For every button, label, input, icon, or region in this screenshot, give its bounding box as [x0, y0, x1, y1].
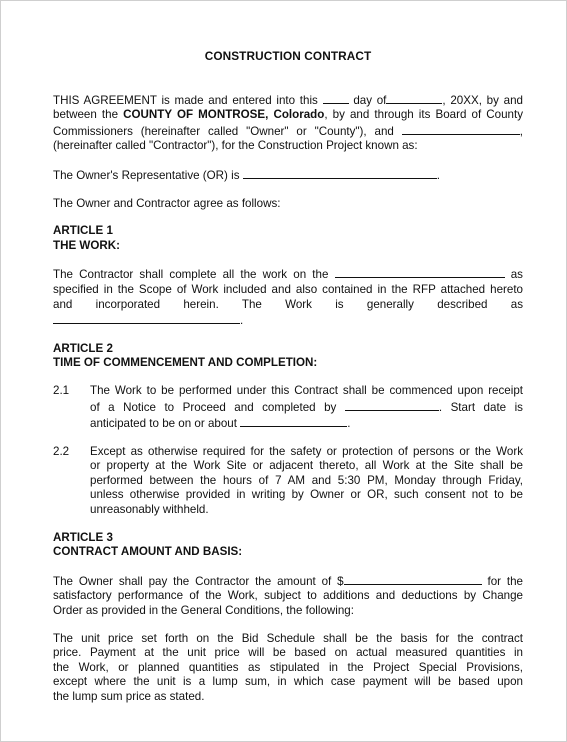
article-text: The Contractor shall complete all the work on the: [53, 268, 329, 282]
article-1-heading: [53, 224, 523, 253]
section-number: 2.2: [53, 444, 70, 458]
contract-amount-paragraph: [53, 573, 523, 619]
intro-line-3: [53, 123, 523, 140]
article-number: ARTICLE 3: [53, 530, 113, 544]
article-number: ARTICLE 2: [53, 341, 113, 355]
article-3-heading: [53, 531, 523, 560]
county-name: COUNTY OF MONTROSE, Colorado: [123, 108, 325, 122]
month-blank[interactable]: [386, 92, 442, 104]
article-text: .: [240, 314, 244, 328]
amount-line-2: satisfactory performance of the Work, subject to additions and deductions by Change: [53, 589, 523, 603]
intro-text: ,: [519, 124, 523, 138]
article-title: THE WORK:: [53, 238, 120, 252]
article-1-line-2: specified in the Scope of Work included and also contained in the RFP attached hereto: [53, 282, 523, 296]
section-line: [90, 399, 523, 416]
section-line: unless otherwise provided in writing by Owner or OR, such consent not to be: [90, 488, 523, 502]
article-1-line-1: [53, 266, 523, 283]
section-line: The Work to be performed under this Contract shall be commenced upon receipt: [90, 383, 523, 397]
intro-paragraph: [53, 92, 523, 154]
section-text: anticipated to be on or about: [90, 417, 237, 431]
owner-representative-line: [53, 167, 523, 184]
unit-price-line: the lump sum price as stated.: [53, 690, 205, 703]
intro-text: between the: [53, 108, 119, 122]
section-body: [90, 445, 523, 518]
amount-line-3: Order as provided in the General Conditions, the following:: [53, 604, 354, 618]
amount-line-1: [53, 573, 523, 590]
intro-text: THIS AGREEMENT is made and entered into this: [53, 93, 318, 107]
intro-text: Commissioners (hereinafter called "Owner" or "County"), and: [53, 124, 394, 138]
work-description-blank[interactable]: [53, 312, 240, 324]
section-text: of a Notice to Proceed and completed by: [90, 400, 337, 414]
section-line: unreasonably withheld.: [90, 503, 209, 517]
article-1-body: [53, 266, 523, 328]
completion-date-blank[interactable]: [345, 399, 439, 411]
unit-price-paragraph: [53, 632, 523, 705]
section-line: [90, 415, 523, 432]
intro-text: , by and through its Board of County: [324, 108, 523, 122]
representative-blank[interactable]: [243, 167, 437, 179]
section-line: performed between the hours of 7 AM and 5:30 PM, Monday through Friday,: [90, 473, 523, 487]
start-date-blank[interactable]: [240, 415, 347, 427]
article-2-heading: [53, 342, 523, 371]
unit-price-line: the Work, or planned quantities as stipulated in the Project Special Provisions,: [53, 660, 523, 674]
amount-text: for the: [487, 574, 523, 588]
agree-line: The Owner and Contractor agree as follows:: [53, 196, 281, 210]
intro-text: , 20XX, by and: [442, 93, 523, 107]
day-blank[interactable]: [323, 92, 349, 104]
unit-price-line: except where the unit is a lump sum, in which case payment will be based upon: [53, 675, 523, 689]
contractor-name-blank[interactable]: [402, 123, 520, 135]
article-title: CONTRACT AMOUNT AND BASIS:: [53, 545, 243, 559]
section-2-2: [53, 445, 523, 518]
rep-text: The Owner's Representative (OR) is: [53, 168, 240, 182]
intro-line-1: [53, 92, 523, 109]
unit-price-line: price. Payment at the unit price will be based on actual measured quantities in: [53, 646, 523, 660]
article-1-line-3: and incorporated herein. The Work is generally described as: [53, 297, 523, 311]
section-line: Except as otherwise required for the safety or protection of persons or the Work: [90, 444, 523, 458]
section-body: [90, 384, 523, 432]
unit-price-line: The unit price set forth on the Bid Schedule shall be the basis for the contract: [53, 631, 523, 645]
intro-text: day of: [353, 93, 387, 107]
section-number: 2.1: [53, 383, 70, 397]
article-1-line-4: [53, 312, 523, 329]
contract-amount-blank[interactable]: [344, 573, 482, 585]
article-number: ARTICLE 1: [53, 224, 113, 238]
project-blank[interactable]: [335, 266, 505, 278]
article-text: as: [510, 268, 523, 282]
section-2-1: [53, 384, 523, 432]
article-title: TIME OF COMMENCEMENT AND COMPLETION:: [53, 356, 318, 370]
intro-line-4: (hereinafter called "Contractor"), for the Construction Project known as:: [53, 139, 418, 153]
rep-text: .: [436, 168, 440, 182]
section-line: or property at the Work Site or adjacent thereto, all Work at the Site shall be: [90, 459, 523, 473]
document-body: [53, 49, 523, 718]
amount-text: The Owner shall pay the Contractor the amount of $: [53, 574, 344, 588]
intro-line-2: [53, 108, 523, 123]
section-text: . Start date is: [438, 400, 523, 414]
document-title: CONSTRUCTION CONTRACT: [204, 49, 372, 63]
section-text: .: [347, 417, 351, 431]
